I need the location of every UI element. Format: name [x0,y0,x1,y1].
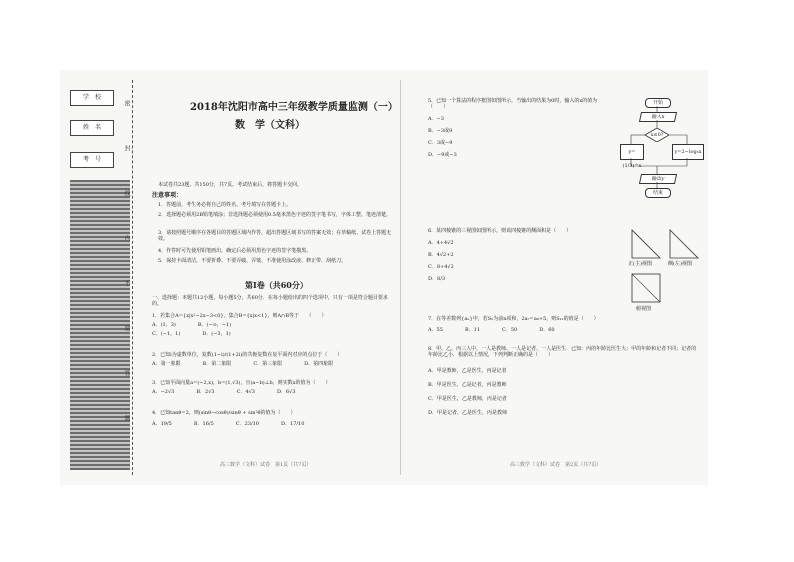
question-3 [152,380,394,395]
option[interactable]: C．50 [502,327,518,333]
option[interactable]: A．4+4√2 [428,240,454,246]
option[interactable]: C．8+4√2 [428,264,454,270]
option[interactable]: C．(−1，1) [152,331,181,337]
question-stem: 1．若集合A={x|x²−2x−3<0}，集合B={x|x<1}，则A∩B等于 （ ） [152,313,327,319]
question-6 [428,228,598,282]
seal-char: 内 [123,235,130,241]
option[interactable]: D．8/3 [428,276,446,282]
option[interactable]: D．60 [539,327,555,333]
top-view-label: 俯视图 [636,306,652,312]
option[interactable]: A．甲是教师，乙是医生，丙是记者 [428,368,507,374]
seal-char: 题 [123,415,130,421]
intro-line: 本试卷共23题，共150分，共7页。考试结束后，将答题卡交回。 [158,182,303,188]
note-item: 3．请按照题号顺序在各题目的答题区域内作答，超出答题区域书写的答案无效；在草稿纸、试卷上答题无效。 [158,230,392,242]
note-item: 5．保持卡面清洁，不要折叠、不要弄破、弄皱，不准使用涂改液、修正带、刮纸刀。 [158,258,347,264]
exam-title: 2018年沈阳市高中三年级教学质量监测（一） [190,102,398,113]
option[interactable]: D．(−3，1) [202,331,231,337]
seal-char: 要 [123,325,130,331]
option[interactable]: B．2√3 [196,389,215,395]
flow-input: 输入x [639,112,677,122]
condition-label: x≤0? [650,132,664,138]
option[interactable]: A．19/5 [152,421,172,427]
exam-subject: 数 学（文科） [235,120,305,131]
option[interactable]: B．−3或9 [428,128,453,134]
question-stem: 8．甲、乙、丙三人中，一人是教师、一人是记者、一人是医生．已知：丙的年龄比医生大；甲的年龄和记者不同；记者的年龄比乙小．根据以上情况，下列判断正确的是（ ） [428,346,697,358]
option[interactable]: A．55 [428,327,443,333]
option[interactable]: C．23/10 [235,421,259,427]
option[interactable]: A．−3 [428,116,444,122]
question-stem: 6．某四棱锥的三视图如图所示，则该四棱锥的侧面积是（ ） [428,228,572,234]
question-2 [152,352,394,367]
school-field[interactable] [70,90,114,106]
seal-char: 答 [123,370,130,376]
option[interactable]: D．甲是记者，乙是医生，丙是教师 [428,410,508,416]
side-view-label: 侧(左)视图 [668,261,692,267]
exam-number-label: 考 号 [82,156,101,163]
option[interactable]: B．第二象限 [202,361,232,367]
seal-char: 不 [123,280,130,286]
page-divider [400,80,401,475]
flow-connectors [620,106,705,188]
note-item: 4．作答时可先使用铅笔画出，确定后必须用黑色字迹的签字笔描黑。 [158,248,312,254]
option[interactable]: D．−9或−3 [428,152,457,158]
flow-output: 输出y [639,174,677,184]
section-title: 第Ⅰ卷（共60分） [245,280,308,290]
flow-left-box: y=(1/3)^x [620,144,644,160]
question-1 [152,313,394,337]
barcode-area [70,180,130,470]
option[interactable]: B．16/5 [193,421,214,427]
note-item: 2．选择题必须用2B铅笔填涂；非选择题必须使用0.5毫米黑色字迹的签字笔书写，字体工整、笔迹清楚。 [158,212,391,218]
question-stem: 2．已知i为虚数单位，复数(1−i)/(1+2i)的共轭复数在复平面内对应的点位于（ ） [152,352,343,358]
seal-char: 封 [123,145,130,151]
option[interactable]: D．6√3 [276,389,296,395]
option[interactable]: B．(−∞，−1) [197,322,232,328]
note-item: 1．答题前，考生务必将自己的姓名、考号填写在答题卡上。 [158,202,292,208]
three-view-drawing [630,228,702,306]
option[interactable]: D．17/10 [281,421,305,427]
option[interactable]: B．4√2+2 [428,252,454,258]
option[interactable]: A．−2√3 [152,389,175,395]
option[interactable]: C．第三象限 [253,361,283,367]
option[interactable]: D．第四象限 [304,361,334,367]
page-footer: 高三数学（文科）试卷 第1页（共7页） [220,462,312,468]
section-instruction: 一、选择题：本题共12小题，每小题5分，共60分．在每小题给出的四个选项中，只有一项是符合题目要求的。 [152,295,388,307]
option[interactable]: C．4√3 [236,389,255,395]
question-stem: 7．在等差数列{aₙ}中，若Sₙ为前n项和，2a₇=a₈+5，则S₁₁的值是（ ） [428,316,599,322]
seal-char: 密 [123,100,130,106]
exam-number-field[interactable] [70,152,114,168]
question-8 [428,346,698,416]
flow-start: 开始 [645,98,671,108]
question-stem: 3．已知平面向量a=(−2,x)，b=(1,√3)，且(a−b)⊥b，则实数x的值为（ ） [152,380,331,386]
seal-line [132,80,133,475]
page-footer: 高三数学（文科）试卷 第2页（共7页） [510,462,602,468]
question-7 [428,316,698,333]
question-4 [152,410,394,427]
school-label: 学 校 [82,94,101,101]
option[interactable]: B．11 [464,327,481,333]
option[interactable]: A．第一象限 [152,361,181,367]
notes-title: 注意事项： [152,192,183,199]
option[interactable]: C．3或−9 [428,140,453,146]
question-5 [428,98,598,158]
option[interactable]: A．(1，3) [152,322,176,328]
question-stem: 4．已知tanθ=2，则(sinθ−cosθ)/sinθ + sin²θ的值为（ ） [152,410,296,416]
flow-end: 结束 [645,188,671,198]
flow-right-box: y=2−log₃x [672,144,704,160]
front-view-label: 正(主)视图 [628,261,652,267]
question-stem: 5．已知一个算法的程序框图如图所示，当输出的结果为0时，输入的x的值为（ ） [428,98,598,110]
option[interactable]: B．甲是医生，乙是记者，丙是教师 [428,382,507,388]
binding-strip [60,70,140,485]
name-field[interactable] [70,120,114,136]
name-label: 姓 名 [82,124,101,131]
exam-sheet [60,70,708,485]
option[interactable]: C．甲是医生，乙是教师，丙是记者 [428,396,507,402]
seal-char: 线 [123,190,130,196]
